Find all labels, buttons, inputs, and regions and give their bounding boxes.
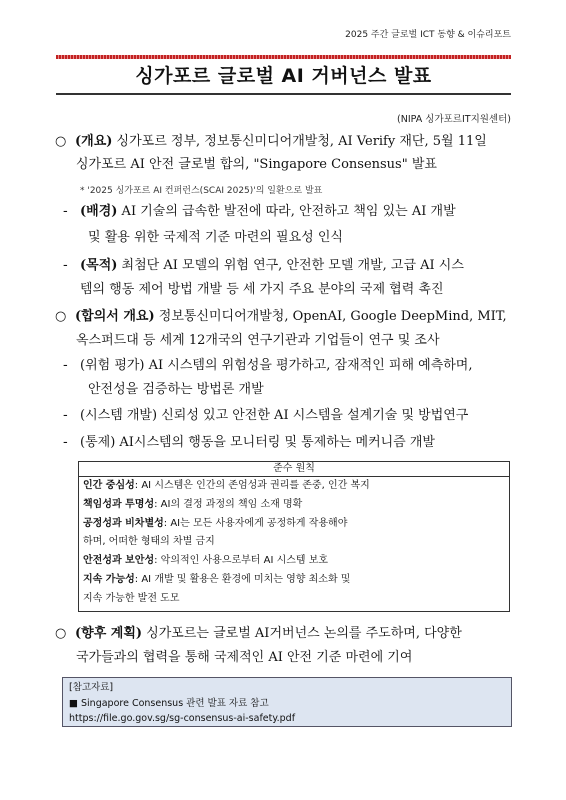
dash-bullet: - bbox=[63, 258, 68, 273]
report-header-note: 2025 주간 글로벌 ICT 동향 & 이슈리포트 bbox=[345, 30, 511, 40]
dash-bullet: - bbox=[63, 435, 68, 450]
principles-box bbox=[78, 461, 510, 612]
source-note: (NIPA 싱가포르IT지원센터) bbox=[397, 114, 511, 125]
agreement-label: (합의서 개요) bbox=[75, 309, 155, 324]
background-label: (배경) bbox=[80, 204, 118, 219]
title-top-rule bbox=[56, 55, 511, 59]
principles-header: 준수 원칙 bbox=[79, 462, 509, 477]
circle-bullet: ○ bbox=[55, 309, 67, 324]
reference-item: ■ Singapore Consensus 관련 발표 자료 참고 bbox=[69, 697, 269, 709]
square-bullet-icon: ■ bbox=[69, 697, 78, 709]
dash-bullet: - bbox=[63, 358, 68, 373]
page-title: 싱가포르 글로벌 AI 거버넌스 발표 bbox=[135, 65, 432, 87]
principle-safety: 안전성과 보안성: 악의적인 사용으로부터 AI 시스템 보호 bbox=[83, 555, 329, 567]
reference-box bbox=[62, 677, 512, 727]
principle-sustainability: 지속 가능성: AI 개발 및 활용은 환경에 미치는 영향 최소화 및 bbox=[83, 573, 351, 585]
overview-footnote: * '2025 싱가포르 AI 컨퍼런스(SCAI 2025)'의 일환으로 발표 bbox=[80, 186, 323, 196]
principle-accountability: 책임성과 투명성: AI의 결정 과정의 책임 소재 명확 bbox=[83, 498, 303, 510]
dash-bullet: - bbox=[63, 408, 68, 423]
principle-sustainability-cont: 지속 가능한 발전 도모 bbox=[83, 592, 180, 604]
principle-fairness: 공정성과 비차별성: AI는 모든 사용자에게 공정하게 작용해야 bbox=[83, 517, 348, 529]
principle-fairness-cont: 하며, 어떠한 형태의 차별 금지 bbox=[83, 536, 215, 548]
overview-label: (개요) bbox=[75, 134, 113, 149]
reference-url-link[interactable]: https://file.go.gov.sg/sg-consensus-ai-safety.pdf bbox=[69, 713, 296, 724]
circle-bullet: ○ bbox=[55, 134, 67, 149]
circle-bullet: ○ bbox=[55, 626, 67, 641]
future-label: (향후 계획) bbox=[75, 626, 143, 641]
principle-human-centered: 인간 중심성: AI 시스템은 인간의 존엄성과 권리를 존중, 인간 복지 bbox=[83, 480, 370, 491]
reference-title: [참고자료] bbox=[69, 682, 114, 693]
purpose-label: (목적) bbox=[80, 258, 118, 273]
title-bottom-rule bbox=[56, 93, 511, 95]
dash-bullet: - bbox=[63, 204, 68, 219]
